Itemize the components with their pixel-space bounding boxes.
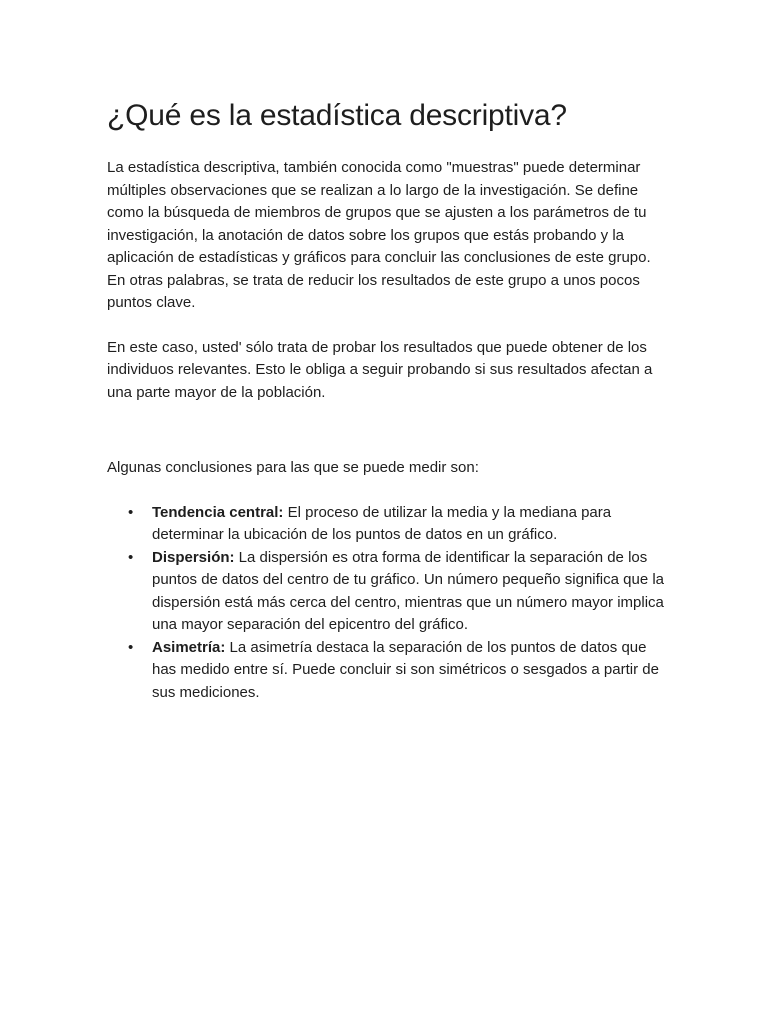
context-paragraph: En este caso, usted' sólo trata de probar los resultados que puede obtener de los individuos relevantes. Esto le obliga a seguir probando si sus resultados afectan a una parte mayor de la población.	[107, 338, 653, 401]
description-dispersion: La dispersión es otra forma de identificar la separación de los puntos de datos del centro de tu gráfico. Un número pequeño significa que la dispersión está más cerca del centro, mientras que un número mayor implica una mayor separación del epicentro del gráfico.	[152, 548, 665, 633]
list-item-dispersion	[107, 547, 667, 637]
bullet-icon: •	[128, 503, 134, 521]
page-title: ¿Qué es la estadística descriptiva?	[107, 99, 567, 132]
list-item-asymmetry	[107, 637, 667, 705]
intro-paragraph: La estadística descriptiva, también conocida como "muestras" puede determinar múltiples observaciones que se realizan a lo largo de la investigación. Se define como la búsqueda de miembros de grupos que se ajusten a los parámetros de tu investigación, la anotación de datos sobre los grupos que estás probando y la aplicación de estadísticas y gráficos para concluir las conclusiones de este grupo. En otras palabras, se trata de reducir los resultados de este grupo a unos pocos puntos clave.	[107, 159, 651, 311]
term-central-tendency: Tendencia central:	[152, 503, 284, 521]
bullet-icon: •	[128, 638, 134, 656]
bullet-icon: •	[128, 548, 134, 566]
term-asymmetry: Asimetría:	[152, 638, 226, 656]
term-dispersion: Dispersión:	[152, 548, 235, 566]
description-asymmetry: La asimetría destaca la separación de los puntos de datos que has medido entre sí. Puede concluir si son simétricos o sesgados a partir de sus mediciones.	[152, 638, 659, 701]
measures-list	[107, 502, 667, 705]
list-item-central-tendency	[107, 502, 667, 547]
document-page	[107, 96, 667, 704]
description-central-tendency: El proceso de utilizar la media y la mediana para determinar la ubicación de los puntos de datos en un gráfico.	[152, 503, 612, 543]
list-intro-paragraph: Algunas conclusiones para las que se puede medir son:	[107, 459, 479, 476]
